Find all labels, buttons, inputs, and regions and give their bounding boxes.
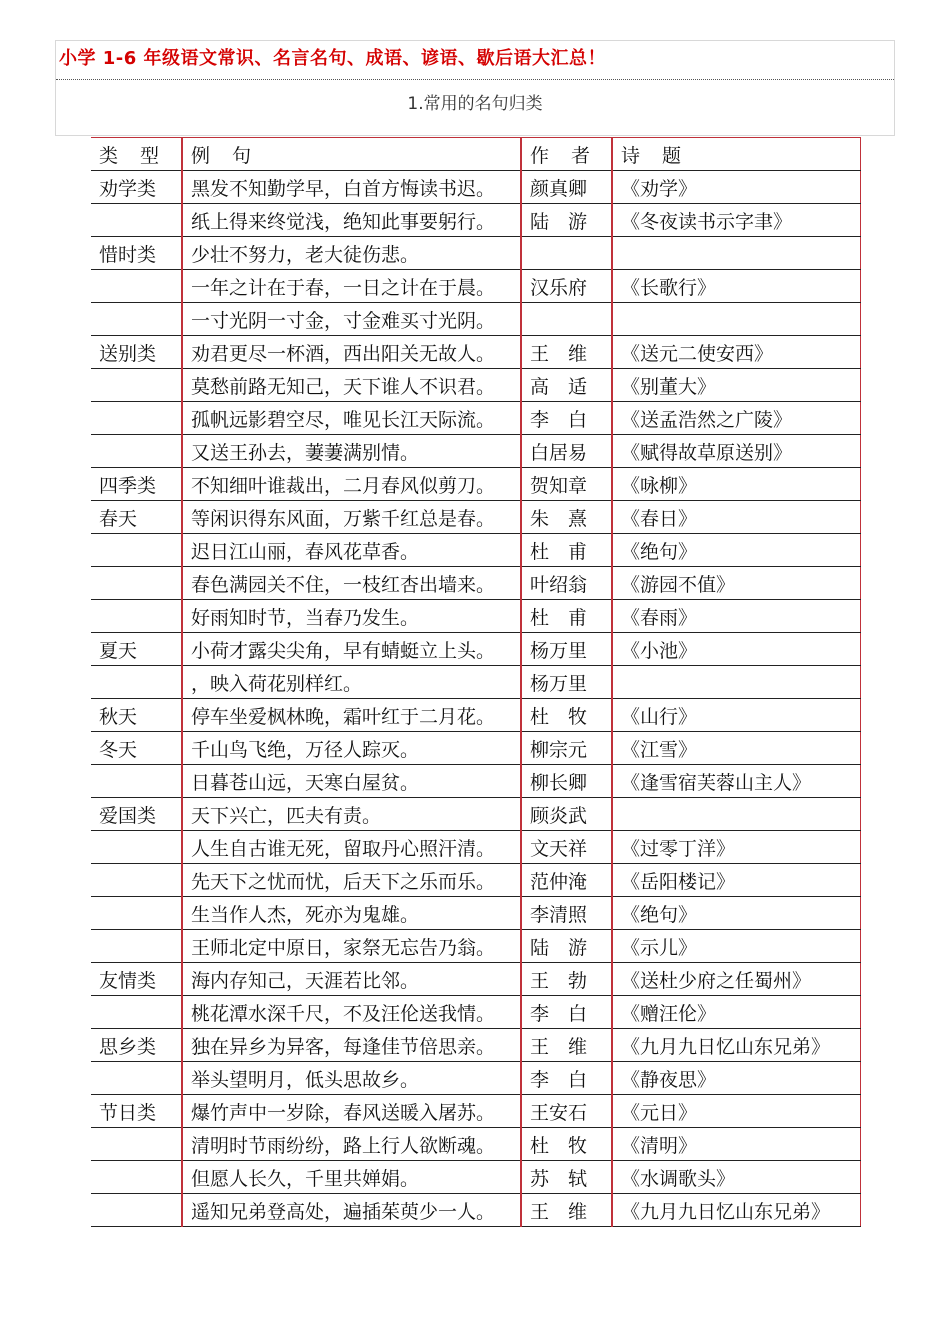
document-header [55,40,895,136]
table-row [91,336,860,369]
cell-poem-title [612,798,860,831]
cell-example: 王师北定中原日，家祭无忘告乃翁。 [182,930,521,963]
table-row [91,468,860,501]
cell-category [91,435,182,468]
cell-category [91,831,182,864]
table-row [91,963,860,996]
table-row [91,270,860,303]
cell-category [91,270,182,303]
cell-category: 春天 [91,501,182,534]
table-row [91,1029,860,1062]
cell-category: 四季类 [91,468,182,501]
cell-example: 小荷才露尖尖角，早有蜻蜓立上头。 [182,633,521,666]
cell-example: 好雨知时节，当春乃发生。 [182,600,521,633]
cell-author: 白居易 [521,435,612,468]
cell-example: 等闲识得东风面，万紫千红总是春。 [182,501,521,534]
cell-poem-title: 《春雨》 [612,600,860,633]
table-row [91,798,860,831]
table-row [91,534,860,567]
cell-category: 冬天 [91,732,182,765]
cell-example: 遥知兄弟登高处，遍插茱萸少一人。 [182,1194,521,1227]
cell-poem-title: 《逢雪宿芙蓉山主人》 [612,765,860,798]
cell-category: 夏天 [91,633,182,666]
cell-author: 杜 甫 [521,600,612,633]
cell-poem-title: 《咏柳》 [612,468,860,501]
table-row [91,435,860,468]
cell-example: 桃花潭水深千尺，不及汪伦送我情。 [182,996,521,1029]
cell-category [91,402,182,435]
cell-category [91,1128,182,1161]
table-header-row [91,138,860,171]
cell-poem-title: 《九月九日忆山东兄弟》 [612,1029,860,1062]
cell-author: 柳长卿 [521,765,612,798]
cell-poem-title: 《山行》 [612,699,860,732]
cell-category: 劝学类 [91,171,182,204]
cell-category [91,1161,182,1194]
header-category: 类 型 [91,138,182,171]
table-row [91,666,860,699]
table-row [91,1095,860,1128]
cell-poem-title: 《江雪》 [612,732,860,765]
quotes-table [91,137,861,1227]
cell-author: 柳宗元 [521,732,612,765]
cell-poem-title: 《送孟浩然之广陵》 [612,402,860,435]
cell-category [91,765,182,798]
cell-author: 李 白 [521,996,612,1029]
table-row [91,237,860,270]
cell-example: 又送王孙去，萋萋满别情。 [182,435,521,468]
table-row [91,633,860,666]
cell-poem-title: 《赠汪伦》 [612,996,860,1029]
cell-author: 叶绍翁 [521,567,612,600]
cell-author: 杨万里 [521,666,612,699]
cell-author: 杨万里 [521,633,612,666]
cell-example: 千山鸟飞绝，万径人踪灭。 [182,732,521,765]
cell-category: 思乡类 [91,1029,182,1062]
cell-poem-title: 《过零丁洋》 [612,831,860,864]
cell-example: ，映入荷花别样红。 [182,666,521,699]
table-row [91,765,860,798]
table-row [91,1194,860,1227]
table-row [91,699,860,732]
cell-category [91,204,182,237]
cell-author [521,237,612,270]
cell-poem-title: 《绝句》 [612,534,860,567]
cell-poem-title: 《送元二使安西》 [612,336,860,369]
cell-poem-title: 《水调歌头》 [612,1161,860,1194]
cell-author: 汉乐府 [521,270,612,303]
cell-poem-title: 《绝句》 [612,897,860,930]
table-row [91,1062,860,1095]
cell-author: 王安石 [521,1095,612,1128]
cell-author: 苏 轼 [521,1161,612,1194]
cell-author: 颜真卿 [521,171,612,204]
cell-category [91,864,182,897]
cell-example: 纸上得来终觉浅，绝知此事要躬行。 [182,204,521,237]
cell-author: 李清照 [521,897,612,930]
cell-poem-title [612,303,860,336]
cell-example: 少壮不努力，老大徒伤悲。 [182,237,521,270]
table-row [91,732,860,765]
cell-author: 杜 甫 [521,534,612,567]
cell-author: 文天祥 [521,831,612,864]
cell-author: 李 白 [521,1062,612,1095]
cell-category: 送别类 [91,336,182,369]
cell-author: 杜 牧 [521,699,612,732]
table-row [91,171,860,204]
table-row [91,930,860,963]
table-body [91,171,860,1227]
cell-poem-title: 《元日》 [612,1095,860,1128]
cell-author: 陆 游 [521,930,612,963]
cell-category [91,930,182,963]
cell-example: 海内存知己，天涯若比邻。 [182,963,521,996]
cell-category [91,666,182,699]
cell-author: 李 白 [521,402,612,435]
table-row [91,600,860,633]
cell-category [91,303,182,336]
cell-poem-title: 《九月九日忆山东兄弟》 [612,1194,860,1227]
cell-example: 一寸光阴一寸金，寸金难买寸光阴。 [182,303,521,336]
cell-author [521,303,612,336]
cell-author: 顾炎武 [521,798,612,831]
table-row [91,831,860,864]
cell-example: 爆竹声中一岁除，春风送暖入屠苏。 [182,1095,521,1128]
table-row [91,303,860,336]
cell-category: 爱国类 [91,798,182,831]
cell-poem-title: 《清明》 [612,1128,860,1161]
cell-category [91,567,182,600]
cell-example: 清明时节雨纷纷，路上行人欲断魂。 [182,1128,521,1161]
cell-poem-title: 《别董大》 [612,369,860,402]
table-row [91,204,860,237]
header-author: 作 者 [521,138,612,171]
cell-example: 日暮苍山远，天寒白屋贫。 [182,765,521,798]
cell-poem-title: 《赋得故草原送别》 [612,435,860,468]
table-row [91,1128,860,1161]
cell-example: 孤帆远影碧空尽，唯见长江天际流。 [182,402,521,435]
cell-category: 节日类 [91,1095,182,1128]
cell-example: 举头望明月，低头思故乡。 [182,1062,521,1095]
cell-poem-title: 《游园不值》 [612,567,860,600]
cell-example: 劝君更尽一杯酒，西出阳关无故人。 [182,336,521,369]
cell-category [91,369,182,402]
cell-example: 人生自古谁无死，留取丹心照汗清。 [182,831,521,864]
cell-author: 陆 游 [521,204,612,237]
document-title: 小学 1-6 年级语文常识、名言名句、成语、谚语、歇后语大汇总！ [59,48,607,69]
cell-poem-title: 《示儿》 [612,930,860,963]
cell-example: 先天下之忧而忧，后天下之乐而乐。 [182,864,521,897]
cell-poem-title: 《冬夜读书示字聿》 [612,204,860,237]
cell-example: 天下兴亡，匹夫有责。 [182,798,521,831]
cell-example: 停车坐爱枫林晚，霜叶红于二月花。 [182,699,521,732]
header-example: 例 句 [182,138,521,171]
cell-poem-title: 《小池》 [612,633,860,666]
cell-example: 莫愁前路无知己，天下谁人不识君。 [182,369,521,402]
cell-author: 高 适 [521,369,612,402]
cell-category: 秋天 [91,699,182,732]
cell-poem-title: 《长歌行》 [612,270,860,303]
cell-poem-title [612,666,860,699]
cell-example: 但愿人长久，千里共婵娟。 [182,1161,521,1194]
cell-poem-title [612,237,860,270]
cell-author: 杜 牧 [521,1128,612,1161]
table-row [91,897,860,930]
cell-example: 春色满园关不住，一枝红杏出墙来。 [182,567,521,600]
cell-poem-title: 《春日》 [612,501,860,534]
section-title: 1.常用的名句归类 [407,94,543,114]
cell-category [91,897,182,930]
cell-example: 生当作人杰，死亦为鬼雄。 [182,897,521,930]
cell-author: 贺知章 [521,468,612,501]
table-row [91,369,860,402]
title-divider [56,79,894,80]
table-row [91,996,860,1029]
cell-example: 迟日江山丽，春风花草香。 [182,534,521,567]
cell-category [91,534,182,567]
cell-poem-title: 《岳阳楼记》 [612,864,860,897]
table-row [91,501,860,534]
cell-category [91,600,182,633]
cell-poem-title: 《劝学》 [612,171,860,204]
cell-author: 王 维 [521,1194,612,1227]
table-row [91,567,860,600]
cell-category [91,1194,182,1227]
cell-example: 独在异乡为异客，每逢佳节倍思亲。 [182,1029,521,1062]
table-row [91,864,860,897]
cell-example: 一年之计在于春，一日之计在于晨。 [182,270,521,303]
cell-example: 黑发不知勤学早，白首方悔读书迟。 [182,171,521,204]
cell-category: 惜时类 [91,237,182,270]
cell-category: 友情类 [91,963,182,996]
cell-author: 王 维 [521,1029,612,1062]
header-poem-title: 诗 题 [612,138,860,171]
cell-author: 范仲淹 [521,864,612,897]
cell-poem-title: 《送杜少府之任蜀州》 [612,963,860,996]
table-row [91,402,860,435]
table-row [91,1161,860,1194]
cell-poem-title: 《静夜思》 [612,1062,860,1095]
cell-author: 王 维 [521,336,612,369]
cell-author: 朱 熹 [521,501,612,534]
cell-category [91,996,182,1029]
cell-category [91,1062,182,1095]
cell-example: 不知细叶谁裁出，二月春风似剪刀。 [182,468,521,501]
cell-author: 王 勃 [521,963,612,996]
